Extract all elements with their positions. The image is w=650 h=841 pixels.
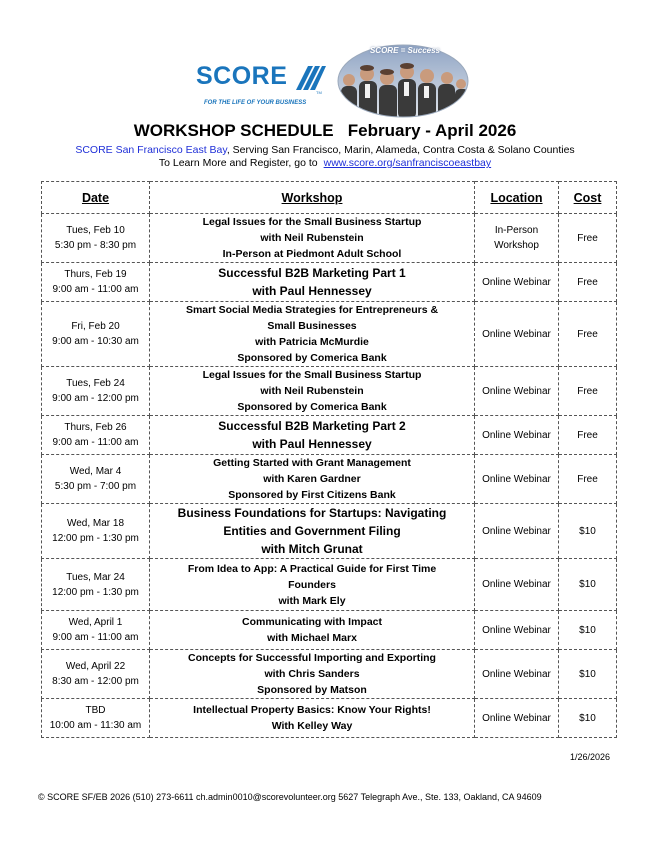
cell-date — [42, 650, 150, 699]
cell-date — [42, 263, 150, 302]
cell-workshop-line: with Mitch Grunat — [261, 542, 363, 556]
register-link[interactable]: www.score.org/sanfranciscoeastbay — [323, 157, 492, 169]
counties-served: , Serving San Francisco, Marin, Alameda, Contra Costa & Solano Counties — [226, 144, 575, 156]
cell-workshop-line: with Michael Marx — [267, 632, 357, 644]
cell-location — [475, 214, 559, 263]
cell-date-line: 9:00 am - 11:00 am — [52, 437, 139, 448]
table-row — [42, 504, 617, 559]
cell-workshop — [150, 559, 475, 611]
cell-date-line: 5:30 pm - 8:30 pm — [54, 240, 137, 251]
cell-workshop — [150, 214, 475, 263]
cell-date — [42, 416, 150, 455]
cell-workshop-line: with Patricia McMurdie — [255, 336, 369, 348]
cell-date — [42, 214, 150, 263]
cell-workshop — [150, 367, 475, 416]
cell-location-line: In-Person — [494, 225, 539, 236]
table-row — [42, 214, 617, 263]
cell-date — [42, 367, 150, 416]
logo-wordmark: SCORE — [196, 62, 288, 90]
workshop-table — [41, 181, 617, 738]
service-area — [0, 144, 650, 156]
cell-date — [42, 302, 150, 367]
logo-slash-icon — [286, 66, 326, 90]
cell-workshop-line: Founders — [288, 578, 336, 591]
header-date: Date — [42, 182, 150, 214]
photo-caption: SCORE = Success — [369, 46, 441, 55]
cell-location — [475, 416, 559, 455]
cell-date-line: 12:00 pm - 1:30 pm — [52, 586, 139, 598]
cell-location-line: Online Webinar — [482, 668, 551, 680]
cell-date-line: 5:30 pm - 7:00 pm — [54, 481, 137, 492]
cell-workshop-line: with Neil Rubenstein — [260, 232, 364, 244]
cell-workshop-line: Entities and Government Filing — [223, 524, 401, 538]
cell-workshop-line: with Karen Gardner — [263, 473, 361, 485]
cell-date — [42, 699, 150, 738]
cell-workshop-line: Small Businesses — [267, 320, 357, 332]
cell-date-line: Wed, Mar 4 — [69, 466, 122, 477]
cell-workshop-line: Sponsored by Comerica Bank — [237, 401, 387, 413]
cell-workshop — [150, 504, 475, 559]
cell-location-line: Online Webinar — [482, 328, 551, 340]
cell-date-line: Tues, Feb 24 — [66, 378, 125, 389]
cell-workshop-line: Business Foundations for Startups: Navigating — [177, 506, 447, 520]
cell-date — [42, 455, 150, 504]
cell-location-line: Workshop — [494, 240, 539, 251]
cell-date-line: Wed, Mar 18 — [66, 518, 125, 529]
cell-cost: Free — [559, 302, 617, 367]
cell-date-line: Tues, Mar 24 — [66, 571, 125, 583]
cell-cost: $10 — [559, 504, 617, 559]
header-location: Location — [475, 182, 559, 214]
table-row — [42, 650, 617, 699]
cell-workshop — [150, 455, 475, 504]
cell-workshop-line: Legal Issues for the Small Business Startup — [202, 369, 422, 381]
cell-cost: $10 — [559, 559, 617, 611]
cell-cost: $10 — [559, 699, 617, 738]
cell-cost: $10 — [559, 611, 617, 650]
cell-location — [475, 302, 559, 367]
cell-cost: Free — [559, 263, 617, 302]
cell-workshop-line: Sponsored by First Citizens Bank — [228, 489, 396, 501]
cell-location — [475, 263, 559, 302]
cell-workshop — [150, 611, 475, 650]
cell-workshop-line: Getting Started with Grant Management — [213, 457, 411, 469]
cell-workshop-line: Successful B2B Marketing Part 2 — [218, 419, 406, 433]
cell-location-line: Online Webinar — [482, 473, 551, 485]
header-cost: Cost — [559, 182, 617, 214]
cell-workshop-line: Successful B2B Marketing Part 1 — [218, 266, 406, 280]
cell-location — [475, 650, 559, 699]
cell-workshop-line: Intellectual Property Basics: Know Your Rights! — [193, 704, 431, 716]
business-people-photo — [337, 44, 469, 118]
cell-workshop — [150, 302, 475, 367]
cell-location — [475, 504, 559, 559]
register-line — [0, 157, 650, 169]
table-row — [42, 302, 617, 367]
cell-workshop-line: Concepts for Successful Importing and Exporting — [188, 652, 436, 664]
cell-location-line: Online Webinar — [482, 624, 551, 636]
cell-workshop-line: From Idea to App: A Practical Guide for First Time — [187, 562, 437, 575]
cell-location-line: Online Webinar — [482, 276, 551, 288]
cell-cost: Free — [559, 416, 617, 455]
cell-workshop-line: Sponsored by Comerica Bank — [237, 352, 387, 364]
cell-date — [42, 559, 150, 611]
cell-workshop-line: with Mark Ely — [278, 594, 346, 607]
page-title: WORKSHOP SCHEDULE February - April 2026 — [133, 121, 517, 140]
cell-location — [475, 699, 559, 738]
header-workshop: Workshop — [150, 182, 475, 214]
register-text: To Learn More and Register, go to — [158, 157, 318, 169]
cell-location — [475, 455, 559, 504]
cell-workshop-line: Sponsored by Matson — [257, 684, 367, 696]
cell-workshop-line: with Paul Hennessey — [252, 284, 372, 298]
cell-workshop-line: with Neil Rubenstein — [260, 385, 364, 397]
cell-date-line: Wed, April 1 — [68, 617, 123, 628]
cell-workshop — [150, 699, 475, 738]
cell-cost: Free — [559, 367, 617, 416]
cell-date-line: 9:00 am - 12:00 pm — [52, 393, 139, 404]
cell-workshop-line: with Paul Hennessey — [252, 437, 372, 451]
cell-cost: Free — [559, 214, 617, 263]
cell-date-line: Wed, April 22 — [65, 661, 126, 672]
score-logo — [196, 62, 326, 114]
table-header-row — [42, 182, 617, 214]
cell-location — [475, 367, 559, 416]
cell-date-line: Thurs, Feb 19 — [64, 269, 127, 280]
cell-date-line: 8:30 am - 12:00 pm — [52, 676, 139, 687]
cell-date-line: Fri, Feb 20 — [71, 321, 120, 332]
revision-date: 1/26/2026 — [570, 752, 611, 762]
cell-location-line: Online Webinar — [482, 429, 551, 441]
cell-location-line: Online Webinar — [482, 525, 551, 537]
cell-date-line: 9:00 am - 10:30 am — [52, 336, 139, 347]
cell-cost: Free — [559, 455, 617, 504]
table-row — [42, 699, 617, 738]
cell-cost: $10 — [559, 650, 617, 699]
cell-date-line: 9:00 am - 11:00 am — [52, 284, 139, 295]
cell-workshop — [150, 650, 475, 699]
cell-date — [42, 504, 150, 559]
cell-workshop-line: In-Person at Piedmont Adult School — [222, 248, 402, 260]
cell-date-line: 9:00 am - 11:00 am — [52, 632, 139, 643]
cell-workshop-line: with Chris Sanders — [264, 668, 360, 680]
header — [0, 0, 650, 120]
cell-workshop-line: Communicating with Impact — [241, 616, 382, 628]
cell-location — [475, 559, 559, 611]
table-row — [42, 559, 617, 611]
cell-date-line: 10:00 am - 11:30 am — [49, 720, 142, 731]
cell-location-line: Online Webinar — [482, 385, 551, 397]
cell-date-line: Tues, Feb 10 — [66, 225, 125, 236]
cell-date — [42, 611, 150, 650]
cell-workshop-line: Smart Social Media Strategies for Entrepreneurs & — [185, 304, 439, 316]
cell-date-line: TBD — [85, 705, 106, 716]
cell-location-line: Online Webinar — [482, 579, 551, 590]
cell-date-line: Thurs, Feb 26 — [64, 422, 127, 433]
footer-contact: © SCORE SF/EB 2026 (510) 273-6611 ch.admin0010@scorevolunteer.org 5627 Telegraph Ave., Ste. 133, Oakland, CA 94609 — [38, 792, 542, 802]
chapter-name: SCORE San Francisco East Bay — [75, 144, 227, 156]
cell-workshop — [150, 263, 475, 302]
table-row — [42, 263, 617, 302]
cell-workshop-line: Legal Issues for the Small Business Startup — [202, 216, 422, 228]
cell-location-line: Online Webinar — [482, 712, 551, 724]
table-row — [42, 455, 617, 504]
cell-workshop-line: With Kelley Way — [271, 720, 353, 732]
table-row — [42, 367, 617, 416]
table-row — [42, 611, 617, 650]
logo-tagline: FOR THE LIFE OF YOUR BUSINESS — [204, 100, 307, 106]
cell-location — [475, 611, 559, 650]
table-row — [42, 416, 617, 455]
cell-workshop — [150, 416, 475, 455]
cell-date-line: 12:00 pm - 1:30 pm — [52, 533, 139, 544]
logo-trademark: TM — [316, 90, 322, 95]
